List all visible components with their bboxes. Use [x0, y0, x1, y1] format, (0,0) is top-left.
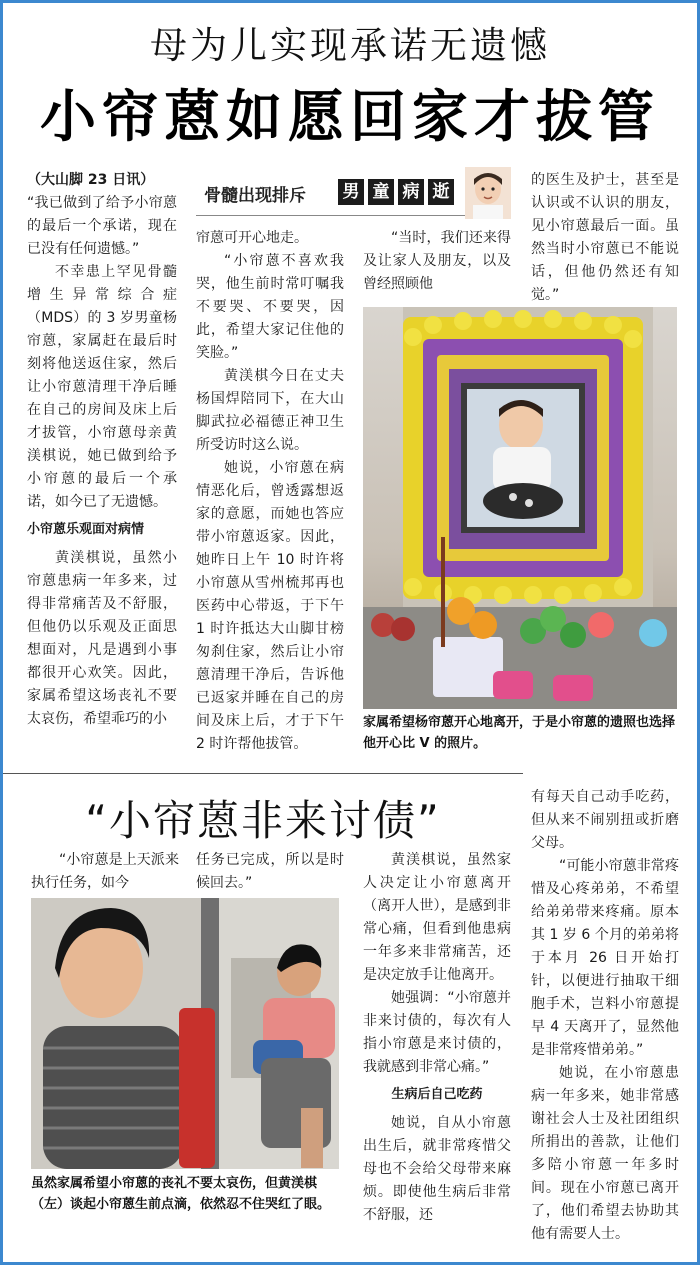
column-4 — [531, 169, 679, 307]
bottom-column-2 — [196, 849, 344, 895]
bottom-col3-subheading: 生病后自己吃药 — [391, 1087, 483, 1102]
column-2 — [196, 227, 344, 756]
col3-paragraph-1: “当时，我们还来得及让家人及朋友，以及曾经照顾他 — [363, 230, 511, 292]
bottom-col4-paragraph-1: 有每天自己动手吃药，但从来不闹别扭或折磨父母。 — [531, 789, 679, 851]
bottom-col1-paragraph: “小帘蒽是上天派来执行任务，如今 — [31, 852, 179, 891]
column-3 — [363, 227, 511, 296]
tagline-text: 骨髓出现排斥 — [204, 186, 306, 206]
tagline-box-4: 逝 — [428, 179, 454, 205]
section-divider — [3, 773, 523, 774]
bottom-col3-paragraph-2: 她强调：“小帘蒽并非来讨债的，每次有人指小帘蒽是来讨债的，我就感到非常心痛。” — [363, 990, 511, 1075]
column-1 — [27, 169, 177, 731]
col2-paragraph-2: “小帘蒽不喜欢我哭，他生前时常叮嘱我不要哭、不要哭，因此，希望大家记住他的笑脸。” — [196, 253, 344, 361]
col2-paragraph-3: 黄渼棋今日在丈夫杨国焊陪同下，在大山脚武拉必福德正神卫生所受访时这么说。 — [196, 368, 344, 453]
col1-paragraph-2: 不幸患上罕见骨髓增生异常综合症（MDS）的 3 岁男童杨帘蒽，家属赶在最后时刻将他送返住家，然后让小帘蒽清理干净后睡在自己的房间及床上后才拔管，小帘蒽母亲黄渼棋说，她已做到给予小帘蒽的最后一个承诺，如今已了无遗憾。 — [27, 264, 177, 510]
col1-subheading: 小帘蒽乐观面对病情 — [27, 522, 145, 537]
bottom-col4-paragraph-2: “可能小帘蒽非常疼惜及心疼弟弟，不希望给弟弟带来疼痛。原本其 1 岁 6 个月的弟弟将于本月 26 日开始打针，以便进行抽取干细胞手术，岂料小帘蒽提早 4 天离开了，显然他是非常疼惜弟弟。” — [531, 858, 679, 1058]
memorial-portrait-photo — [363, 307, 677, 709]
tagline-box-3: 病 — [398, 179, 424, 205]
col1-paragraph-3: 黄渼棋说，虽然小帘蒽患病一年多来，过得非常痛苦及不舒服，但他仍以乐观及正面思想面对，凡是遇到小事都很开心欢笑。因此，家属希望这场丧礼不要太哀伤，希望乖巧的小 — [27, 550, 177, 727]
dateline: （大山脚 23 日讯） — [27, 172, 155, 188]
article-subheadline: 母为儿实现承诺无遗憾 — [150, 24, 550, 67]
tagline-strip — [196, 169, 510, 216]
col1-paragraph-1: “我已做到了给予小帘蒽的最后一个承诺，现在已没有任何遗憾。” — [27, 195, 177, 257]
col4-paragraph-1: 的医生及护士，甚至是认识或不认识的朋友，见小帘蒽最后一面。虽然当时小帘蒽已不能说话，但他仍然还有知觉。” — [531, 172, 679, 303]
child-portrait-thumbnail — [465, 167, 511, 219]
bottom-column-1 — [31, 849, 179, 895]
tagline-box-2: 童 — [368, 179, 394, 205]
article-headline: 小帘蒽如愿回家才拔管 — [40, 85, 660, 150]
bottom-col4-paragraph-3: 她说，在小帘蒽患病一年多来，她非常感谢社会人士及社团组织所捐出的善款，让他们多陪小帘蒽一年多时间。现在小帘蒽已离开了，他们希望去协助其他有需要人士。 — [531, 1065, 679, 1242]
pull-quote-headline: “小帘蒽非来讨债” — [85, 796, 441, 845]
bottom-column-3 — [363, 849, 511, 1227]
mother-interview-photo — [31, 898, 339, 1169]
tagline-box-1: 男 — [338, 179, 364, 205]
col2-paragraph-4: 她说，小帘蒽在病情恶化后，曾透露想返家的意愿，而她也答应带小帘蒽返家。因此，她昨日上午 10 时许将小帘蒽从雪州梳邦再也医药中心带返，于下午 1 时许抵达大山脚甘榜匆刹住家，然后让小帘蒽清理干净后，告诉他已返家并睡在自己的房间及床上后，才于下午 2 时许帮他拔管。 — [196, 460, 344, 752]
bottom-column-4 — [531, 786, 679, 1246]
bottom-col3-paragraph-3: 她说，自从小帘蒽出生后，就非常疼惜父母也不会给父母带来麻烦。即使他生病后非常不舒服，还 — [363, 1115, 511, 1223]
bottom-col2-paragraph: 任务已完成，所以是时候回去。” — [196, 852, 344, 891]
mother-photo-caption: 虽然家属希望小帘蒽的丧礼不要太哀伤，但黄渼棋（左）谈起小帘蒽生前点滴，依然忍不住哭红了眼。 — [31, 1176, 331, 1212]
col2-paragraph-1: 帘蒽可开心地走。 — [196, 230, 308, 246]
bottom-col3-paragraph-1: 黄渼棋说，虽然家人决定让小帘蒽离开（离开人世），是感到非常心痛，但看到他患病一年多来非常痛苦，还是决定放手让他离开。 — [363, 852, 511, 983]
memorial-photo-caption: 家属希望杨帘蒽开心地离开，于是小帘蒽的遗照也选择他开心比 V 的照片。 — [363, 715, 676, 751]
